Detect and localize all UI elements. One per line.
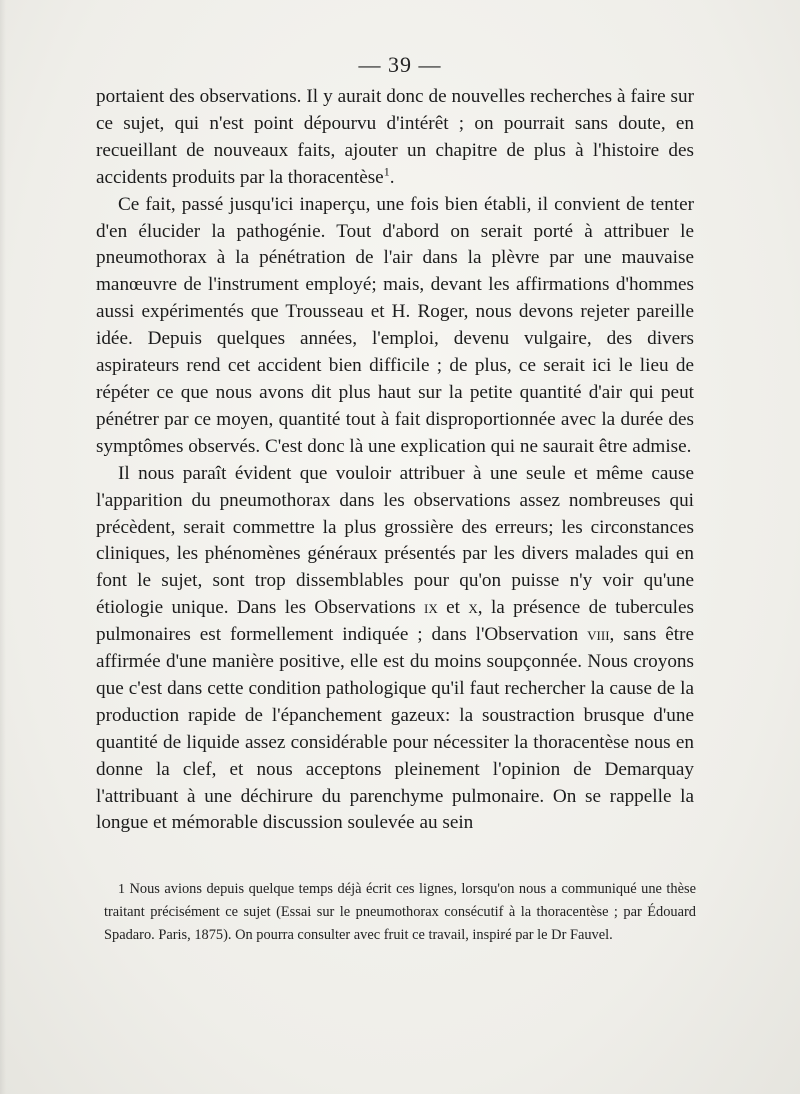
body-text [96,84,694,837]
footnote-1-dr: Dr [551,927,567,943]
paragraph-1-tail: . [389,166,395,188]
paragraph-3-text-mid2: , la présence de tubercules pulmonaires est formellement indiquée ; dans l'Observation [96,597,694,646]
footnotes [104,878,696,947]
paragraph-1 [96,84,694,192]
footnote-mark: 1 [118,882,125,897]
observation-ref-x: x [468,597,478,619]
paragraph-1-text: portaient des observations. Il y aurait donc de nouvelles recherches à faire sur ce sujet, qui n'est point dépourvu d'intérêt ; on pourrait sans doute, en recueillant de nouveaux faits, ajouter un chapitre de plus à l'histoire des accidents produits par la thoracentèse [96,86,694,188]
scan-edge-left [0,0,6,1094]
page-number: — 39 — [358,52,442,77]
footnote-ref-1: 1 [383,164,390,179]
observation-ref-viii: viii [587,624,610,646]
footnote-1 [104,878,696,947]
paragraph-2: Ce fait, passé jusqu'ici inaperçu, une fois bien établi, il convient de tenter d'en élucider la pathogénie. Tout d'abord on serait porté à attribuer le pneumothorax à la pénétration de l'air dans la plèvre par une mauvaise manœuvre de l'instrument employé; mais, devant les affirmations d'hommes aussi expérimentés que Trousseau et H. Roger, nous devons rejeter pareille idée. Depuis quelques années, l'emploi, devenu vulgaire, des divers aspirateurs rend cet accident bien difficile ; de plus, ce serait ici le lieu de répéter ce que nous avons dit plus haut sur la petite quantité d'air qui peut pénétrer par ce moyen, quantité tout à fait disproportionnée avec la durée des symptômes observés. C'est donc là une explication qui ne saurait être admise. [96,193,694,457]
observation-ref-ix: ix [424,597,438,619]
paragraph-3-text-mid1: et [437,597,469,619]
footnote-1-text: Nous avions depuis quelque temps déjà écrit ces lignes, lorsqu'on nous a communiqué une thèse traitant précisément ce sujet (Essai sur le pneumothorax consécutif à la thoracentèse ; par Édouard Spadaro. Paris, 1875). On pourra consulter avec fruit ce travail, inspiré par le [104,881,696,943]
paragraph-3 [96,461,694,838]
paragraph-3-text-before: Il nous paraît évident que vouloir attribuer à une seule et même cause l'apparition du pneumothorax dans les observations assez nombreuses qui précèdent, serait commettre la plus grossière des erreurs; les circonstances cliniques, les phénomènes généraux présentés par les divers malades qui en font le sujet, sont trop dissemblables pour qu'on puisse n'y voir qu'une étiologie unique. Dans les Observations [96,462,694,619]
footnote-1-name: Fauvel. [566,927,613,943]
paragraph-3-text-after: , sans être affirmée d'une manière positive, elle est du moins soupçonnée. Nous croyons que c'est dans cette condition pathologique qu'il faut rechercher la cause de la production rapide de l'épanchement gazeux: la soustraction brusque d'une quantité de liquide assez considérable pour nécessiter la thoracentèse nous en donne la clef, et nous acceptons pleinement l'opinion de Demarquay l'attribuant à une déchirure du parenchyme pulmonaire. On se rappelle la longue et mémorable discussion soulevée au sein [96,624,694,834]
